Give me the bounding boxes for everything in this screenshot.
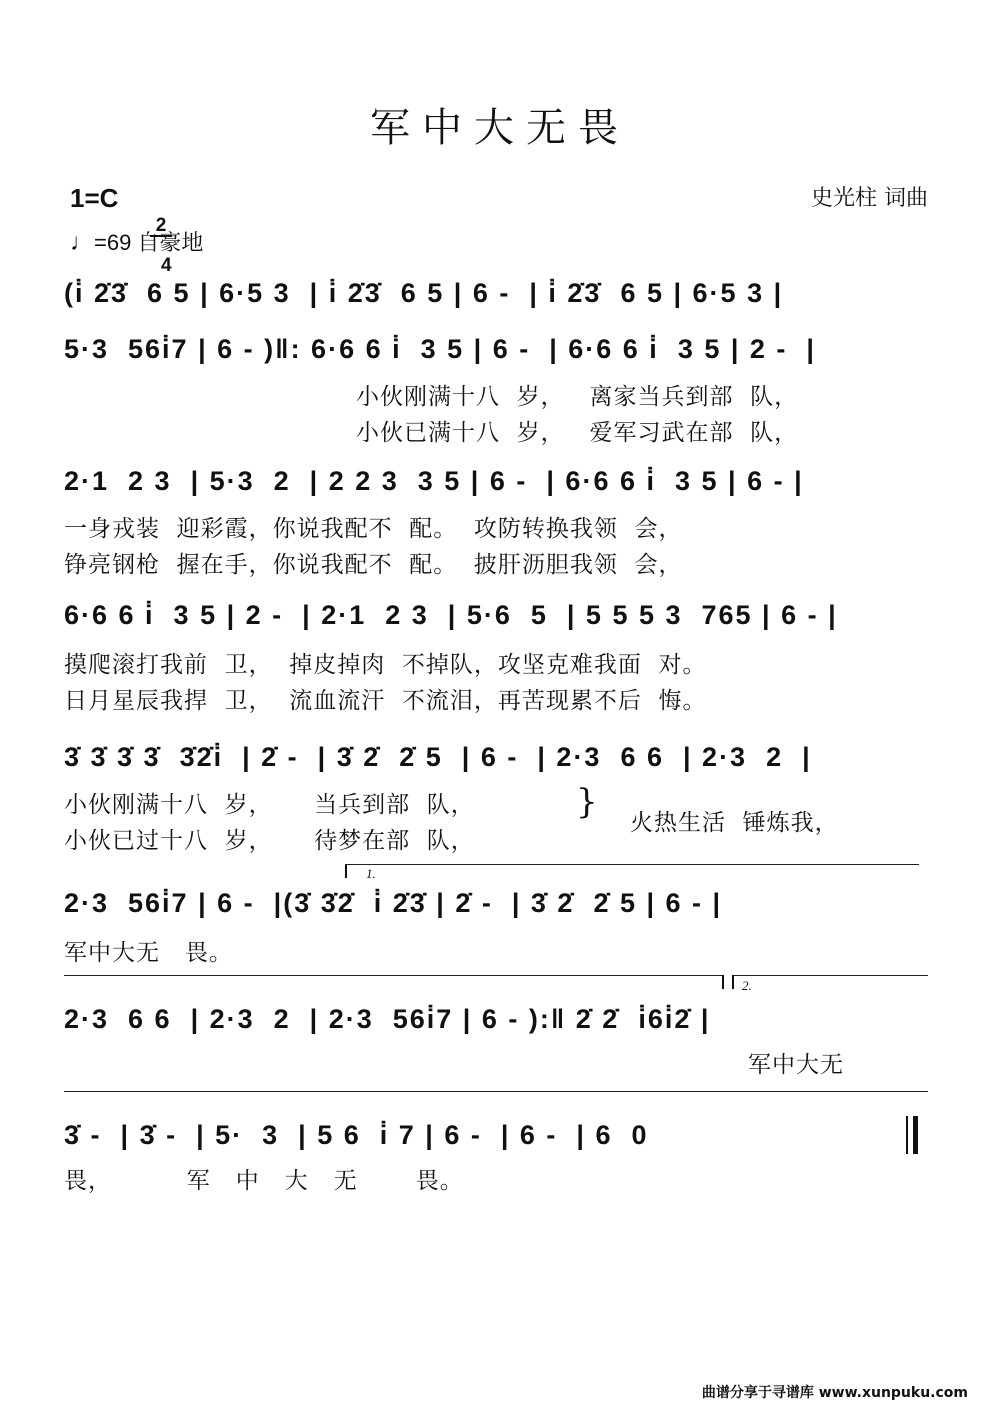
score-line-3: 2·1 2 3 | 5·3 2 | 2 2 3 3 5 | 6 - | 6·6 6 i̇ 3 5 | 6 - |	[64, 466, 804, 496]
tempo-text: =69 自豪地	[94, 230, 204, 255]
lyric-line-2-verse-1: 小伙刚满十八 岁， 离家当兵到部 队，	[356, 384, 799, 410]
tempo-marking	[70, 226, 203, 257]
lyric-line-8: 畏， 军 中 大 无 畏。	[64, 1168, 464, 1194]
time-numerator: 2	[150, 216, 172, 237]
volta-2-label: 2.	[742, 978, 752, 993]
score-line-2: 5·3 56i̇7 | 6 - )‖: 6·6 6 i̇ 3 5 | 6 - | 6·6 6 i̇ 3 5 | 2 - |	[64, 334, 816, 364]
volta-2-bracket-start	[732, 975, 734, 989]
lyric-line-4-verse-2: 日月星辰我捍 卫， 流血流汗 不流泪，再苦现累不后 悔。	[64, 688, 707, 714]
score-line-8: 3̇ - | 3̇ - | 5· 3 | 5 6 i̇ 7 | 6 - | 6 - | 6 0	[64, 1120, 649, 1150]
lyric-line-6: 军中大无 畏。	[64, 940, 233, 966]
key-signature: 1=C	[70, 183, 119, 213]
score-line-1: (i̇ 2̇3̇ 6 5 | 6·5 3 | i̇ 2̇3̇ 6 5 | 6 - | i̇ 2̇3̇ 6 5 | 6·5 3 |	[64, 278, 784, 308]
time-denominator: 4	[160, 255, 172, 276]
lyric-line-4-verse-1: 摸爬滚打我前 卫， 掉皮掉肉 不掉队，攻坚克难我面 对。	[64, 652, 707, 678]
volta-1-label: 1.	[366, 866, 376, 881]
score-line-4: 6·6 6 i̇ 3 5 | 2 - | 2·1 2 3 | 5·6 5 | 5 5 5 3 765 | 6 - |	[64, 600, 838, 630]
lyric-line-5-verse-1: 小伙刚满十八 岁， 当兵到部 队，	[64, 792, 475, 818]
volta-1-bracket	[345, 864, 919, 865]
score-line-7: 2·3 6 6 | 2·3 2 | 2·3 56i̇7 | 6 - ):‖ 2̇ 2̇ i̇6i̇2̇ |	[64, 1004, 711, 1034]
volta-1-bracket-end	[345, 864, 347, 878]
lyric-line-3-verse-2: 铮亮钢枪 握在手，你说我配不 配。 披肝沥胆我领 会，	[64, 552, 683, 578]
verse-brace: }	[576, 782, 598, 822]
volta-1-continuation	[64, 975, 724, 976]
score-line-5: 3̇ 3̇ 3̇ 3̇ 3̇2̇i̇ | 2̇ - | 3̇ 2̇ 2̇ 5 | 6 - | 2·3 6 6 | 2·3 2 |	[64, 742, 812, 772]
lyric-line-5-verse-2: 小伙已过十八 岁， 待梦在部 队，	[64, 828, 475, 854]
quarter-note-icon: ♩	[70, 229, 94, 256]
volta-1-continuation-end	[722, 975, 724, 989]
song-title: 军中大无畏	[370, 105, 630, 151]
volta-2-continuation	[64, 1091, 928, 1092]
final-barline-thick	[913, 1116, 918, 1154]
lyric-line-7: 军中大无	[748, 1052, 844, 1078]
final-barline-thin	[906, 1116, 908, 1154]
side-lyric: 火热生活 锤炼我，	[630, 810, 839, 836]
score-line-6: 2·3 56i̇7 | 6 - |(3̇ 3̇2̇ i̇ 2̇3̇ | 2̇ - | 3̇ 2̇ 2̇ 5 | 6 - |	[64, 888, 723, 918]
lyric-line-2-verse-2: 小伙已满十八 岁， 爱军习武在部 队，	[356, 420, 799, 446]
volta-2-bracket	[732, 975, 928, 976]
lyric-line-3-verse-1: 一身戎装 迎彩霞，你说我配不 配。 攻防转换我领 会，	[64, 516, 683, 542]
composer-credit: 史光柱 词曲	[811, 186, 928, 211]
site-watermark: 曲谱分享于寻谱库 www.xunpuku.com	[701, 1385, 968, 1401]
